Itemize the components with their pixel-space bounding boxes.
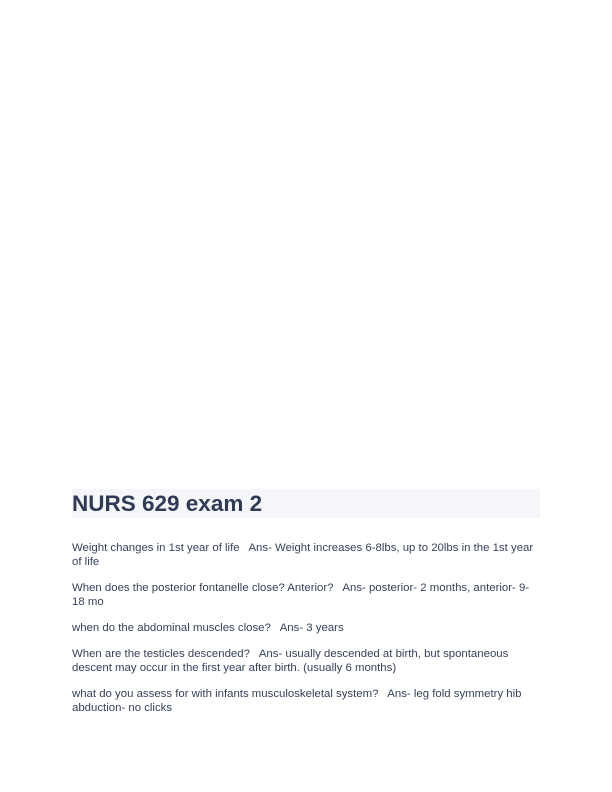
qa-item: [72, 647, 540, 675]
qa-item: [72, 687, 540, 715]
qa-item: [72, 581, 540, 609]
answer-text: Ans- 3 years: [279, 622, 344, 634]
question-text: When are the testicles descended?: [72, 648, 250, 660]
answer-text: Ans- leg fold symmetry hib abduction- no clicks: [72, 688, 522, 714]
question-text: what do you assess for with infants musculoskeletal system?: [72, 688, 379, 700]
qa-item: [72, 621, 540, 635]
answer-text: Ans- usually descended at birth, but spontaneous descent may occur in the first year after birth. (usually 6 months): [72, 648, 509, 674]
answer-text: Ans- Weight increases 6-8lbs, up to 20lbs in the 1st year of life: [72, 542, 534, 568]
question-text: when do the abdominal muscles close?: [72, 622, 271, 634]
answer-text: Ans- posterior- 2 months, anterior- 9-18 mo: [72, 582, 530, 608]
question-text: Weight changes in 1st year of life: [72, 542, 240, 554]
document-title: NURS 629 exam 2: [72, 491, 263, 516]
qa-list: [72, 541, 540, 727]
qa-item: [72, 541, 540, 569]
question-text: When does the posterior fontanelle close? Anterior?: [72, 582, 334, 594]
